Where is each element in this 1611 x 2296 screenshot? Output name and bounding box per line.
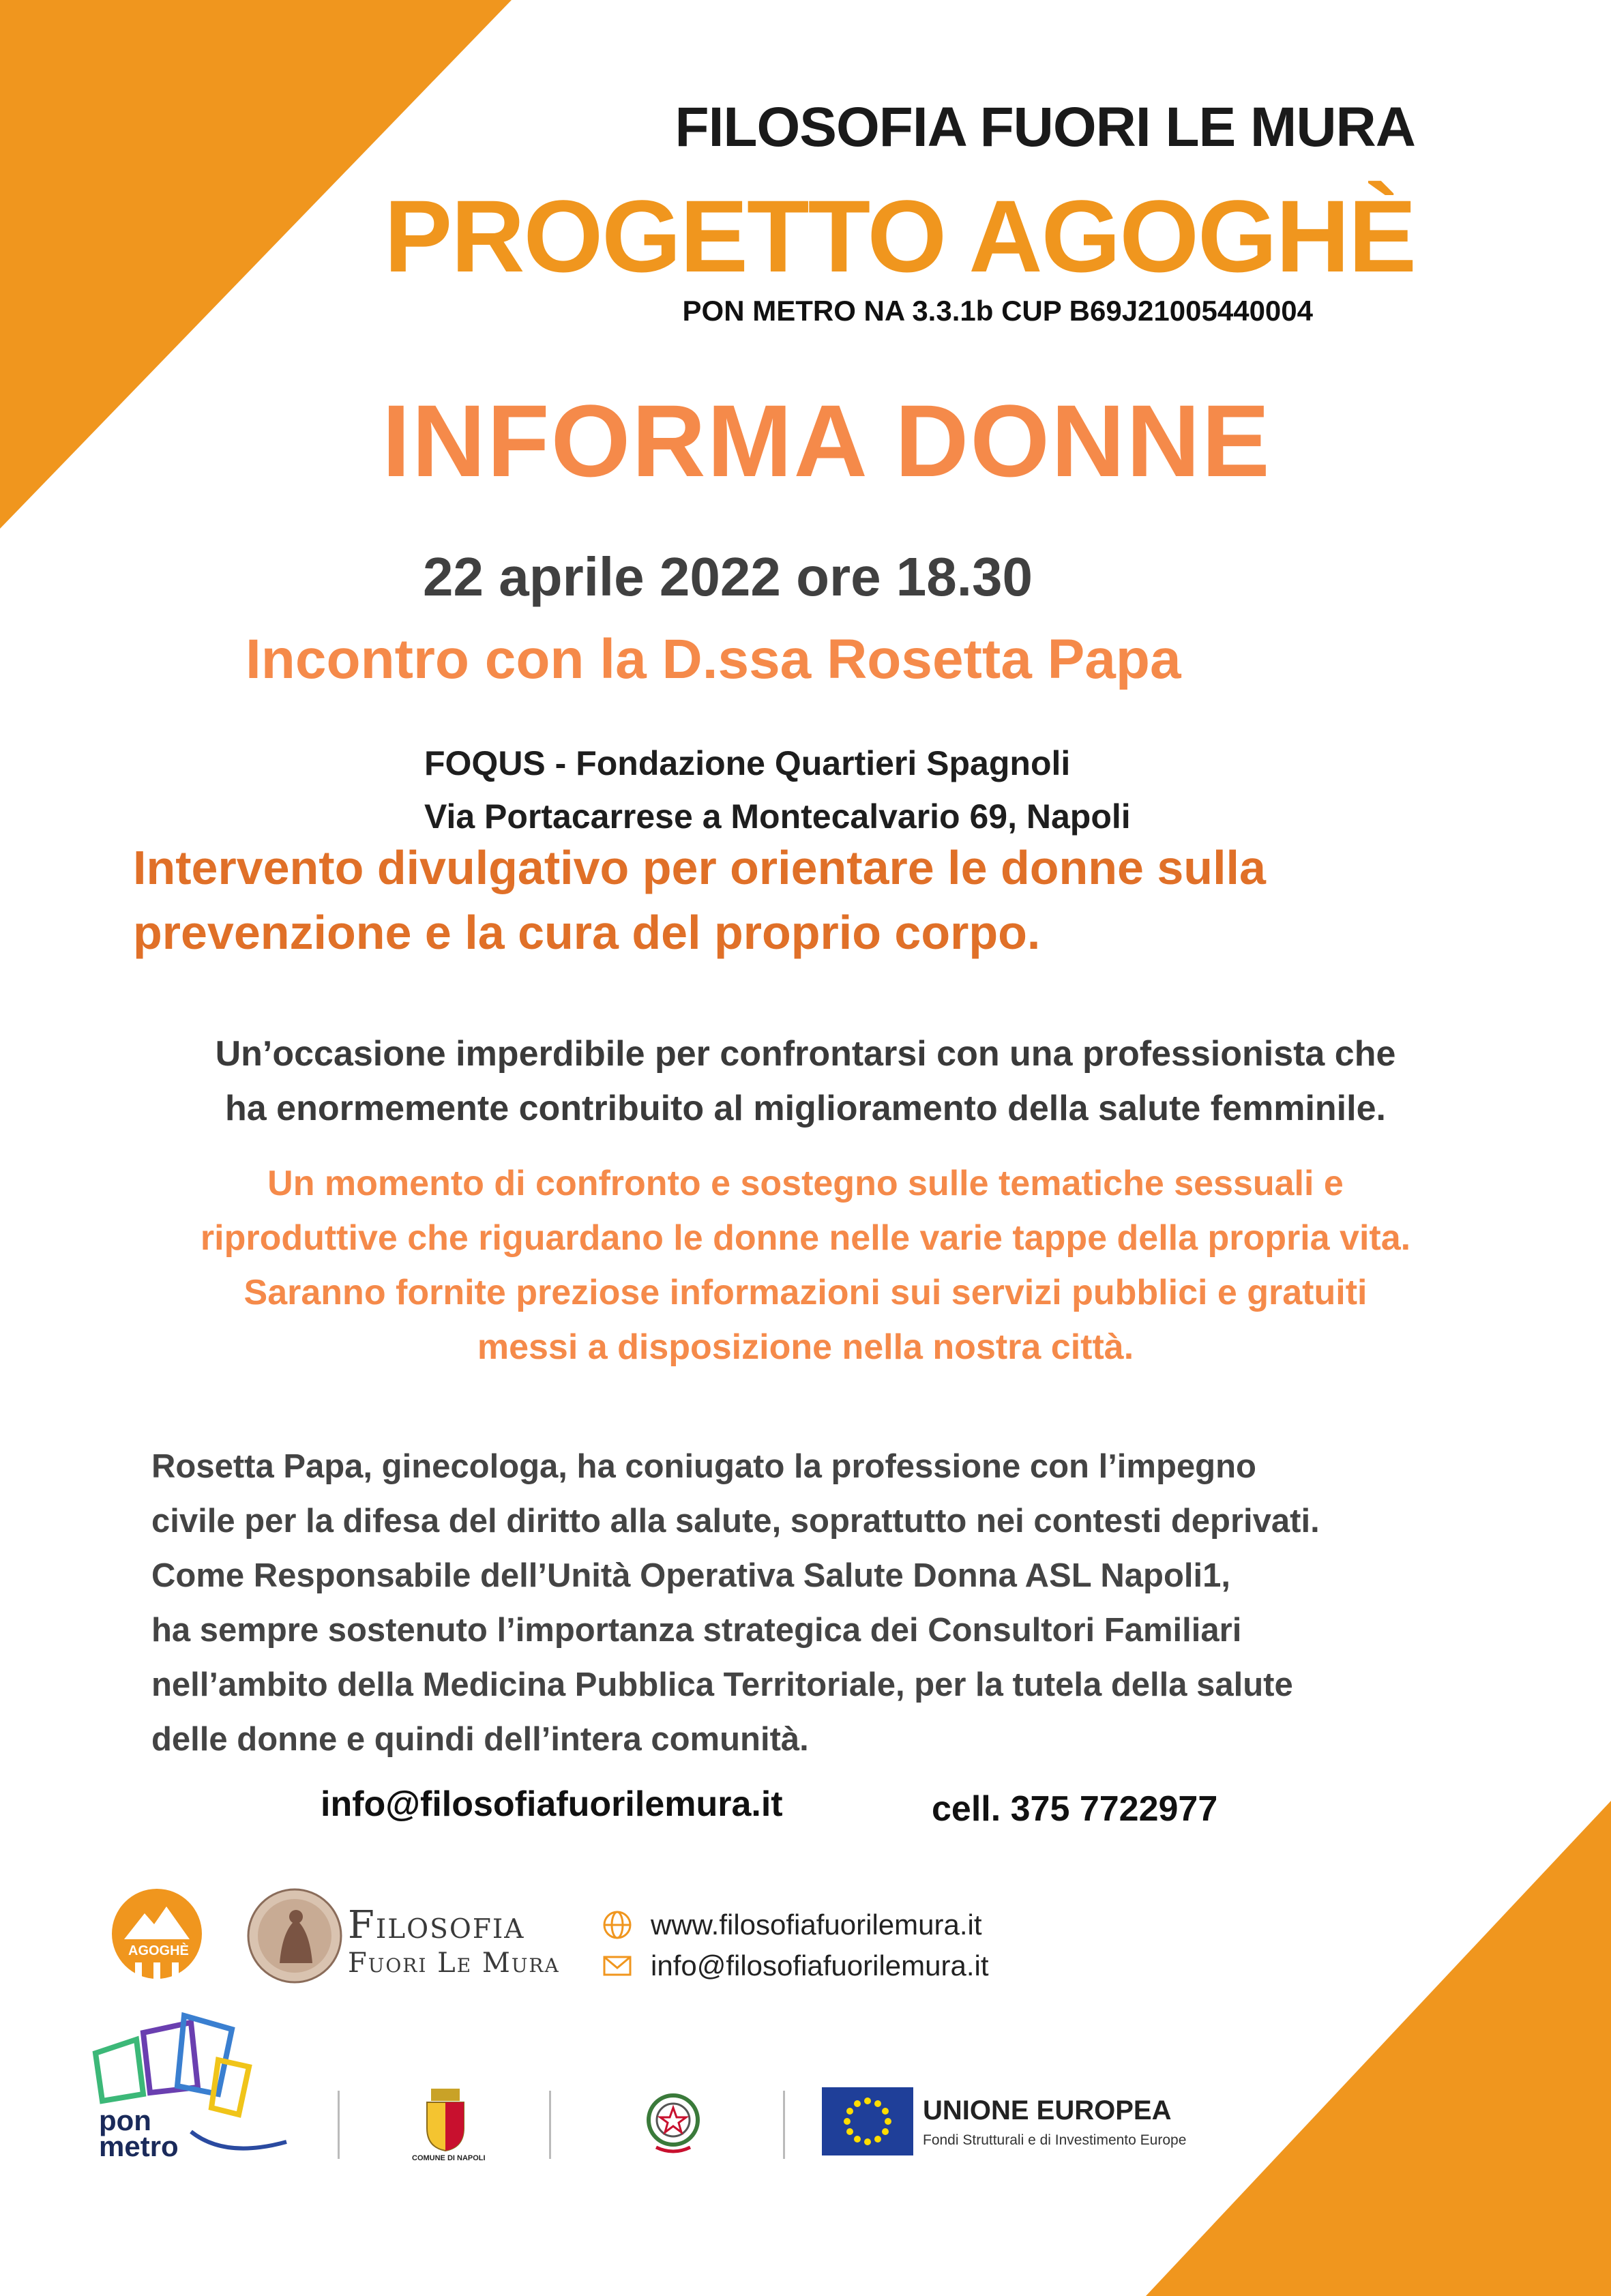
pon-logo-line-1: pon (99, 2104, 151, 2136)
footer-divider (338, 2091, 340, 2159)
venue-name: FOQUS - Fondazione Quartieri Spagnoli (424, 744, 1071, 782)
description-2-line-3: Saranno fornite preziose informazioni sui servizi pubblici e gratuiti (243, 1273, 1368, 1312)
footer-website-link[interactable]: www.filosofiafuorilemura.it (651, 1909, 982, 1941)
footer-divider (549, 2091, 551, 2159)
bio-line: Rosetta Papa, ginecologa, ha coniugato la professione con l’impegno (151, 1448, 1256, 1485)
event-date-text: 22 aprile 2022 ore 18.30 (423, 546, 1033, 607)
eu-subtitle: Fondi Strutturali e di Investimento Europe (923, 2132, 1187, 2148)
filosofia-logo-title: Filosofia (348, 1903, 525, 1947)
event-speaker: Incontro con la D.ssa Rosetta Papa (246, 628, 1181, 690)
intro-line-1: Intervento divulgativo per orientare le donne sulla (133, 841, 1266, 894)
series-title: FILOSOFIA FUORI LE MURA (675, 96, 1415, 158)
description-1-line-1: Un’occasione imperdibile per confrontarsi con una professionista che (215, 1034, 1396, 1074)
project-code: PON METRO NA 3.3.1b CUP B69J21005440004 (682, 295, 1313, 327)
intro-text (133, 836, 1266, 965)
footer-email-row[interactable] (602, 1949, 989, 1982)
bio-line: delle donne e quindi dell’intera comunità. (151, 1721, 809, 1758)
speaker-bio (151, 1439, 1320, 1767)
agoghe-logo-text: AGOGHÈ (128, 1943, 189, 1958)
description-2-line-1: Un momento di confronto e sostegno sulle tematiche sessuali e (267, 1164, 1344, 1203)
eu-title: UNIONE EUROPEA (923, 2095, 1172, 2125)
bio-line: civile per la difesa del diritto alla salute, soprattutto nei contesti deprivati. (151, 1503, 1320, 1540)
contact-email[interactable]: info@filosofiafuorilemura.it (321, 1784, 783, 1824)
footer-website-row[interactable] (602, 1909, 982, 1941)
description-1 (0, 1027, 1611, 1136)
agoghe-logo-icon (109, 1886, 205, 1995)
description-2 (0, 1156, 1611, 1374)
description-2-line-4: messi a disposizione nella nostra città. (477, 1327, 1134, 1367)
eu-flag-icon (822, 2087, 913, 2155)
agoghe-logo (109, 1886, 205, 1999)
mail-icon (602, 1950, 633, 1982)
filosofia-logo-subtitle: Fuori Le Mura (348, 1947, 560, 1979)
globe-icon (602, 1909, 633, 1941)
contact-phone: cell. 375 7722977 (932, 1789, 1218, 1829)
pon-metro-logo-text (99, 2104, 179, 2162)
project-title: PROGETTO AGOGHÈ (384, 179, 1415, 293)
footer-email-link[interactable]: info@filosofiafuorilemura.it (651, 1949, 989, 1982)
footer-divider (783, 2091, 785, 2159)
filosofia-medallion-icon (247, 1888, 342, 1984)
description-2-line-2: riproduttive che riguardano le donne nelle varie tappe della propria vita. (200, 1218, 1411, 1258)
description-1-line-2: ha enormemente contribuito al miglioramento della salute femminile. (225, 1089, 1386, 1128)
bio-line: ha sempre sostenuto l’importanza strategica dei Consultori Familiari (151, 1612, 1242, 1649)
bio-line: Come Responsabile dell’Unità Operativa Salute Donna ASL Napoli1, (151, 1557, 1230, 1594)
comune-label: COMUNE DI NAPOLI (412, 2154, 486, 2162)
pon-logo-line-2: metro (99, 2130, 179, 2162)
italian-republic-emblem-icon (642, 2087, 704, 2155)
venue-block (424, 737, 1131, 843)
bio-line: nell’ambito della Medicina Pubblica Territoriale, per la tutela della salute (151, 1666, 1293, 1703)
bottom-right-triangle (1146, 1801, 1611, 2296)
venue-address: Via Portacarrese a Montecalvario 69, Napoli (424, 797, 1131, 836)
event-title: INFORMA DONNE (382, 383, 1271, 498)
napoli-crest-icon (422, 2087, 469, 2152)
intro-line-2: prevenzione e la cura del proprio corpo. (133, 906, 1041, 959)
